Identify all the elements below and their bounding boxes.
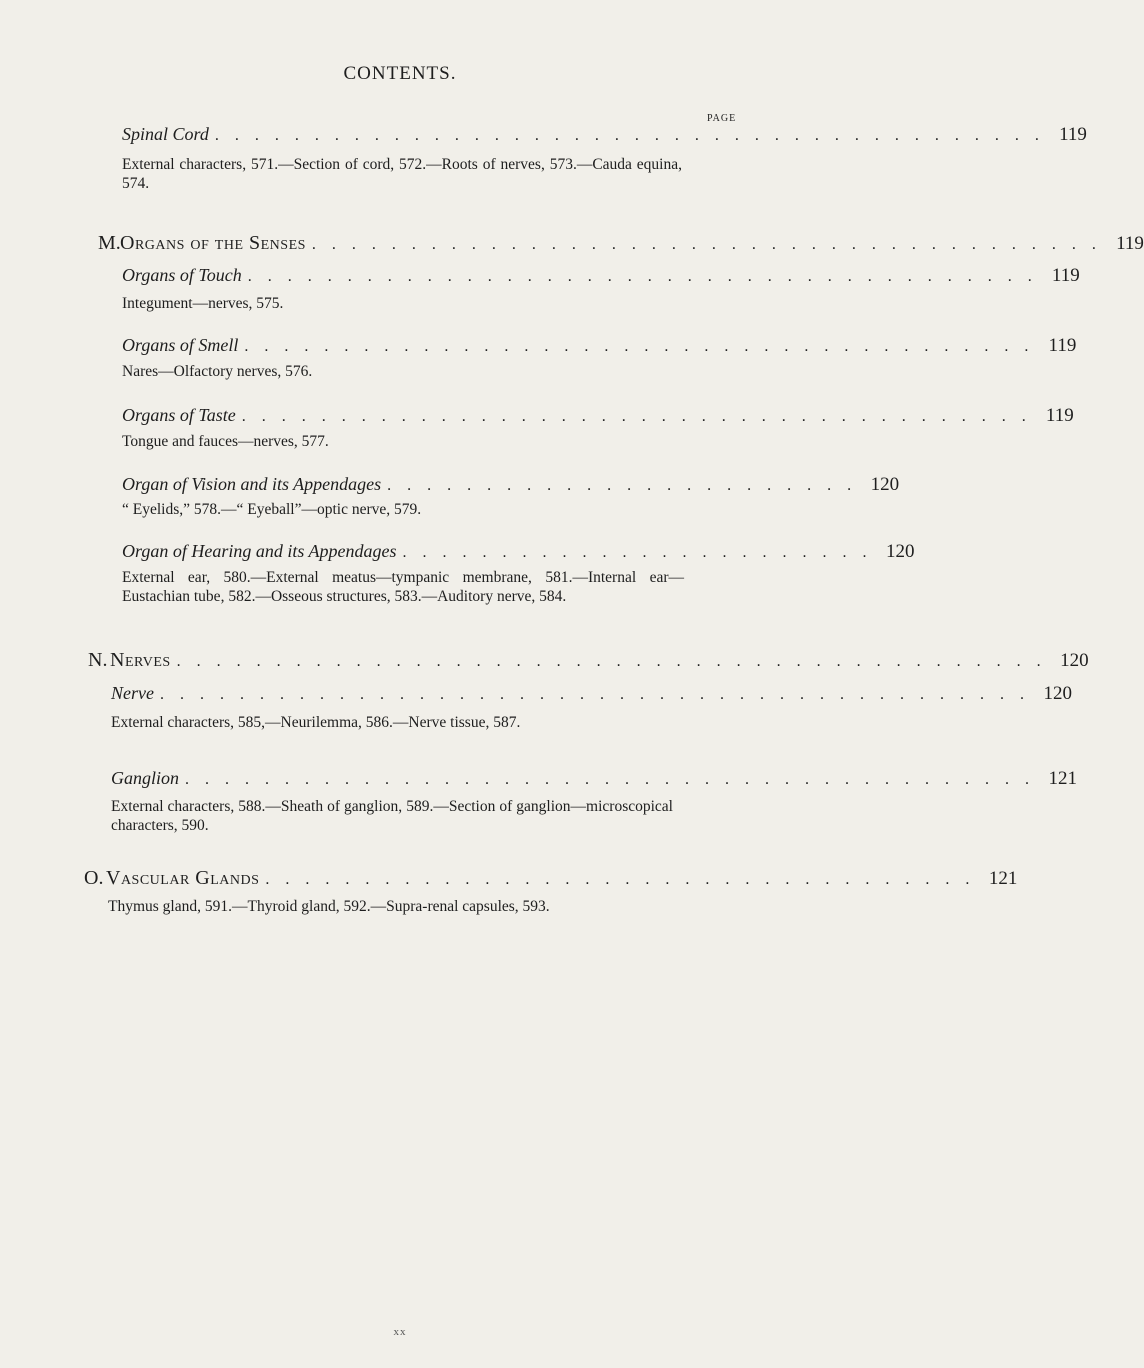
toc-section-n[interactable]	[88, 649, 1089, 672]
entry-page-number: 119	[1048, 335, 1077, 356]
entry-page-number: 119	[1045, 405, 1074, 426]
entry-title: Organs of Smell	[122, 335, 239, 355]
entry-description: External characters, 585,—Neurilemma, 586.—Nerve tissue, 587.	[111, 714, 521, 731]
toc-entry-organ-of-vision[interactable]	[122, 474, 900, 496]
entry-description: Integument—nerves, 575.	[122, 295, 284, 312]
dot-leader: . . . . . . . . . . . . . . . . . . . . . . . . . . . . . . . . . . . . . . . .	[244, 338, 1035, 355]
dot-leader: . . . . . . . . . . . . . . . . . . . . . . . .	[387, 477, 858, 494]
entry-description: External ear, 580.—External meatus—tympanic membrane, 581.—Internal ear—Eustachian tube, 582.—Osseous structures, 583.—Auditory nerve, 584.	[122, 569, 684, 605]
dot-leader: . . . . . . . . . . . . . . . . . . . . . . . . . . . . . . . . . . . .	[265, 871, 976, 888]
entry-description: Tongue and fauces—nerves, 577.	[122, 433, 329, 450]
section-title: Organs of the Senses	[120, 232, 306, 254]
section-letter: N.	[88, 649, 108, 671]
toc-entry-organs-of-taste[interactable]	[122, 405, 1074, 427]
entry-description: Thymus gland, 591.—Thyroid gland, 592.—Supra-renal capsules, 593.	[108, 898, 550, 915]
entry-page-number: 121	[1048, 768, 1078, 789]
entry-page-number: 120	[886, 541, 915, 562]
entry-description: “ Eyelids,” 578.—“ Eyeball”—optic nerve, 579.	[122, 501, 422, 518]
dot-leader: . . . . . . . . . . . . . . . . . . . . . . . . . . . . . . . . . . . . . . . . . . . .	[176, 653, 1047, 670]
dot-leader: . . . . . . . . . . . . . . . . . . . . . . . . . . . . . . . . . . . . . . . . . .	[214, 127, 1045, 144]
entry-title: Spinal Cord	[122, 124, 209, 144]
entry-description: External characters, 571.—Section of cord, 572.—Roots of nerves, 573.—Cauda equina, 574.	[122, 156, 682, 192]
entry-title: Organs of Touch	[122, 265, 242, 285]
entry-title: Organs of Taste	[122, 405, 236, 425]
dot-leader: . . . . . . . . . . . . . . . . . . . . . . . . . . . . . . . . . . . . . . . . . . .	[185, 771, 1036, 788]
section-letter: O.	[84, 867, 104, 889]
page-folio: xx	[393, 1326, 407, 1338]
dot-leader: . . . . . . . . . . . . . . . . . . . . . . . .	[402, 544, 873, 561]
entry-page-number: 119	[1116, 233, 1144, 254]
dot-leader: . . . . . . . . . . . . . . . . . . . . . . . . . . . . . . . . . . . . . . . .	[247, 268, 1038, 285]
toc-entry-organ-of-hearing[interactable]	[122, 541, 915, 563]
section-title: Vascular Glands	[106, 867, 260, 889]
entry-description: Nares—Olfactory nerves, 576.	[122, 363, 313, 380]
page-title: CONTENTS.	[343, 63, 457, 84]
toc-section-o[interactable]	[84, 867, 1018, 890]
entry-title: Organ of Hearing and its Appendages	[122, 541, 397, 561]
section-letter: M.	[98, 232, 121, 254]
toc-entry-organs-of-touch[interactable]	[122, 265, 1080, 287]
entry-title: Organ of Vision and its Appendages	[122, 474, 382, 494]
dot-leader: . . . . . . . . . . . . . . . . . . . . . . . . . . . . . . . . . . . . . . . . . . . .	[159, 686, 1030, 703]
toc-section-m[interactable]	[98, 232, 1144, 255]
entry-title: Ganglion	[111, 768, 180, 788]
entry-title: Nerve	[111, 683, 154, 703]
entry-page-number: 120	[870, 474, 900, 495]
entry-page-number: 120	[1043, 683, 1072, 704]
dot-leader: . . . . . . . . . . . . . . . . . . . . . . . . . . . . . . . . . . . . . . . .	[241, 408, 1032, 425]
toc-entry-nerve[interactable]	[111, 683, 1072, 705]
entry-page-number: 119	[1059, 124, 1087, 145]
entry-page-number: 120	[1060, 650, 1089, 671]
page-column-label: PAGE	[707, 113, 737, 124]
entry-description: External characters, 588.—Sheath of ganglion, 589.—Section of ganglion—microscopical characters, 590.	[111, 798, 673, 834]
section-title: Nerves	[110, 649, 171, 671]
entry-page-number: 119	[1051, 265, 1080, 286]
entry-page-number: 121	[988, 868, 1018, 889]
toc-entry-spinal-cord[interactable]	[122, 124, 1087, 146]
toc-entry-ganglion[interactable]	[111, 768, 1078, 790]
dot-leader: . . . . . . . . . . . . . . . . . . . . . . . . . . . . . . . . . . . . . . . .	[311, 236, 1102, 253]
toc-entry-organs-of-smell[interactable]	[122, 335, 1077, 357]
